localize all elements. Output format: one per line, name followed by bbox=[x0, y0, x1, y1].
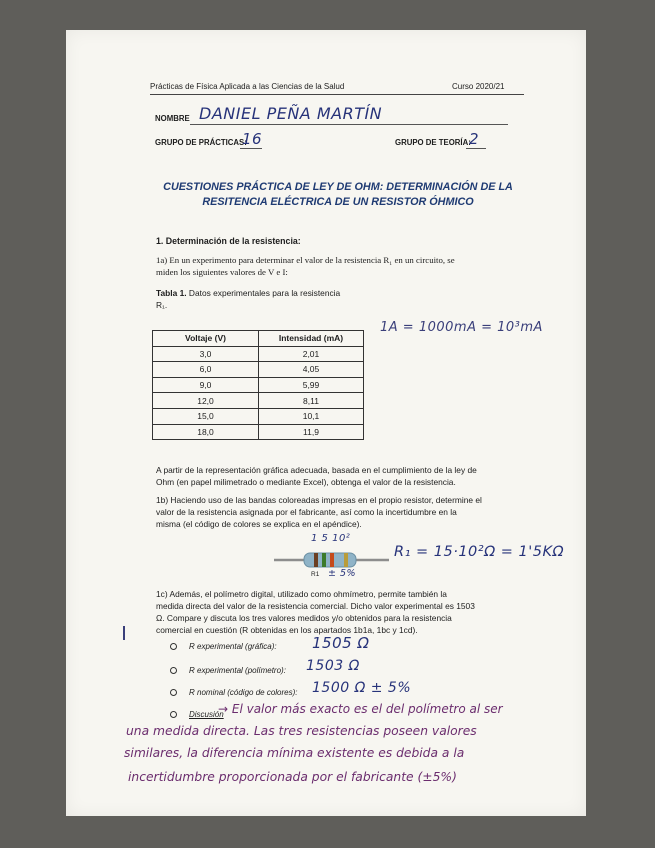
resistor-tolerance-note: ± 5% bbox=[328, 568, 357, 579]
margin-mark bbox=[123, 626, 125, 640]
discussion-line-4: incertidumbre proporcionada por el fabricante (±5%) bbox=[128, 770, 457, 784]
table-caption bbox=[156, 287, 396, 311]
item-discussion bbox=[170, 710, 224, 719]
q1c-line-4: comercial en cuestión (R obtenidas en los apartados 1b1a, 1bc y 1cd). bbox=[156, 625, 418, 635]
item-label: R experimental (gráfica): bbox=[189, 642, 277, 651]
theory-group-underline bbox=[466, 148, 486, 149]
discussion-line-3: similares, la diferencia mínima existente es debida a la bbox=[124, 746, 465, 760]
current-cell: 4,05 bbox=[259, 362, 364, 378]
bullet-icon bbox=[170, 689, 177, 696]
item-value: 1500 Ω ± 5% bbox=[312, 680, 412, 696]
table-row bbox=[153, 362, 364, 378]
resistor-band-note: 1 5 10² bbox=[311, 533, 351, 544]
item-multimeter bbox=[170, 666, 286, 675]
item-graph bbox=[170, 642, 277, 651]
voltage-cell: 12,0 bbox=[153, 393, 259, 409]
conversion-note: 1A = 1000mA = 10³mA bbox=[380, 320, 543, 335]
q1a-line-1: 1a) En un experimento para determinar el valor de la resistencia R₁ en un circuito, se bbox=[156, 255, 455, 265]
question-1b bbox=[156, 494, 526, 530]
table-row bbox=[153, 408, 364, 424]
bullet-icon bbox=[170, 667, 177, 674]
theory-group-value: 2 bbox=[469, 130, 480, 148]
resistor-label: R1 bbox=[311, 571, 320, 578]
q1c-line-3: Ω. Compare y discuta los tres valores medidos y/o obtenidos para la resistencia bbox=[156, 613, 452, 623]
table-row bbox=[153, 346, 364, 362]
course-year: Curso 2020/21 bbox=[452, 82, 505, 91]
graph-line-1: A partir de la representación gráfica adecuada, basada en el cumplimiento de la ley de bbox=[156, 465, 477, 475]
section-heading: 1. Determinación de la resistencia: bbox=[156, 236, 301, 246]
voltage-cell: 6,0 bbox=[153, 362, 259, 378]
table-header-row bbox=[153, 331, 364, 347]
q1b-line-1: 1b) Haciendo uso de las bandas coloreadas impresas en el propio resistor, determine el bbox=[156, 495, 482, 505]
table-caption-line-2: R₁. bbox=[156, 300, 168, 310]
bullet-icon bbox=[170, 643, 177, 650]
table-caption-bold: Tabla 1. bbox=[156, 288, 187, 298]
item-value: 1505 Ω bbox=[312, 634, 370, 652]
q1a-line-2: miden los siguientes valores de V e I: bbox=[156, 267, 288, 277]
title-line-2: RESITENCIA ELÉCTRICA DE UN RESISTOR ÓHMICO bbox=[202, 196, 474, 208]
discussion-line-1: → El valor más exacto es el del polímetro al ser bbox=[218, 702, 503, 716]
item-nominal bbox=[170, 688, 298, 697]
header-rule bbox=[150, 94, 524, 95]
graph-instructions bbox=[156, 464, 526, 488]
voltage-cell: 15,0 bbox=[153, 408, 259, 424]
name-value: DANIEL PEÑA MARTÍN bbox=[199, 104, 383, 123]
current-cell: 2,01 bbox=[259, 346, 364, 362]
voltage-cell: 3,0 bbox=[153, 346, 259, 362]
header-current: Intensidad (mA) bbox=[259, 331, 364, 347]
item-label: R experimental (polímetro): bbox=[189, 666, 286, 675]
q1b-line-2: valor de la resistencia asignada por el fabricante, así como la incertidumbre en la bbox=[156, 507, 457, 517]
bullet-icon bbox=[170, 711, 177, 718]
discussion-label: Discusión bbox=[189, 710, 224, 719]
resistor-answer: R₁ = 15·10²Ω = 1'5KΩ bbox=[394, 544, 565, 560]
table-row bbox=[153, 377, 364, 393]
current-cell: 11,9 bbox=[259, 424, 364, 440]
header-voltage: Voltaje (V) bbox=[153, 331, 259, 347]
table-row bbox=[153, 393, 364, 409]
question-1a bbox=[156, 254, 526, 278]
theory-group-label: GRUPO DE TEORÍA: bbox=[395, 138, 471, 147]
practice-group-label: GRUPO DE PRÁCTICAS: bbox=[155, 138, 247, 147]
q1b-line-3: misma (el código de colores se explica en el apéndice). bbox=[156, 519, 362, 529]
course-title: Prácticas de Física Aplicada a las Ciencias de la Salud bbox=[150, 82, 345, 91]
q1c-line-2: medida directa del valor de la resistencia comercial. Dicho valor experimental es 1503 bbox=[156, 601, 475, 611]
table-row bbox=[153, 424, 364, 440]
document-page bbox=[66, 30, 586, 816]
question-1c bbox=[156, 588, 526, 636]
current-cell: 10,1 bbox=[259, 408, 364, 424]
practice-group-value: 16 bbox=[242, 130, 263, 148]
q1c-line-1: 1c) Además, el polímetro digital, utilizado como ohmímetro, permite también la bbox=[156, 589, 447, 599]
data-table bbox=[152, 330, 364, 440]
item-value: 1503 Ω bbox=[306, 658, 360, 674]
name-underline bbox=[190, 124, 508, 125]
voltage-cell: 9,0 bbox=[153, 377, 259, 393]
table-caption-text: Datos experimentales para la resistencia bbox=[186, 288, 341, 298]
name-label: NOMBRE bbox=[155, 114, 190, 123]
item-label: R nominal (código de colores): bbox=[189, 688, 298, 697]
current-cell: 8,11 bbox=[259, 393, 364, 409]
discussion-line-2: una medida directa. Las tres resistencias poseen valores bbox=[126, 724, 477, 738]
voltage-cell: 18,0 bbox=[153, 424, 259, 440]
document-title bbox=[148, 180, 528, 210]
graph-line-2: Ohm (en papel milimetrado o mediante Excel), obtenga el valor de la resistencia. bbox=[156, 477, 456, 487]
current-cell: 5,99 bbox=[259, 377, 364, 393]
practice-group-underline bbox=[240, 148, 262, 149]
title-line-1: CUESTIONES PRÁCTICA DE LEY DE OHM: DETERMINACIÓN DE LA bbox=[163, 181, 513, 193]
